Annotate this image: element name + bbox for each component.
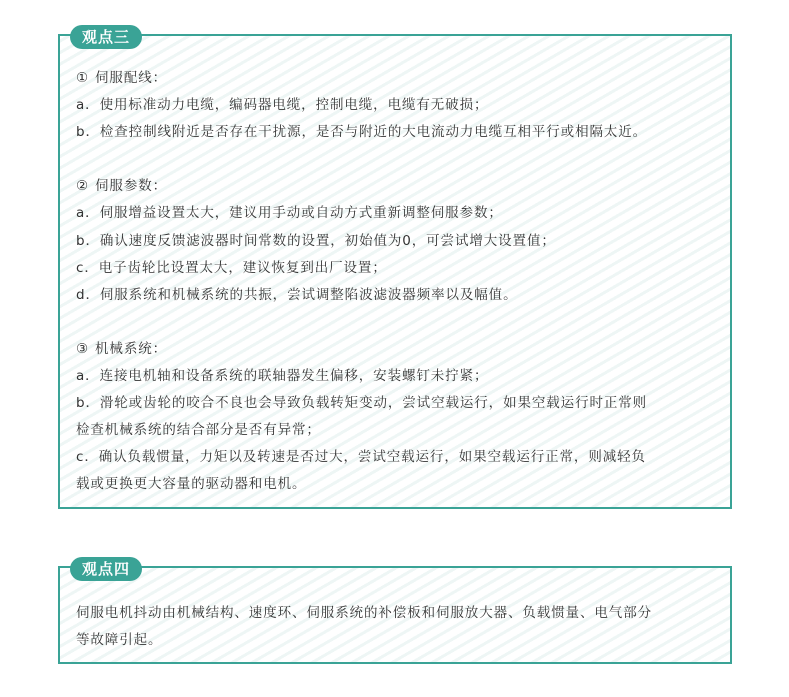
spacer <box>76 146 716 173</box>
viewpoint-four-card <box>58 560 732 664</box>
list-item: d．伺服系统和机械系统的共振，尝试调整陷波滤波器频率以及幅值。 <box>76 286 518 303</box>
list-item: a．使用标准动力电缆，编码器电缆，控制电缆，电缆有无破损； <box>76 97 489 114</box>
viewpoint-three-tag: 观点三 <box>70 25 142 49</box>
list-item-continuation: 检查机械系统的结合部分是否有异常； <box>76 422 321 439</box>
viewpoint-three-card <box>58 28 732 509</box>
viewpoint-four-tag: 观点四 <box>70 557 142 581</box>
group-title: 机械系统： <box>95 340 168 357</box>
group-title: 伺服配线： <box>95 70 168 86</box>
list-item: b．确认速度反馈滤波器时间常数的设置，初始值为0，可尝试增大设置值； <box>76 232 556 249</box>
paragraph-line: 等故障引起。 <box>76 632 163 649</box>
list-item: b．滑轮或齿轮的咬合不良也会导致负载转矩变动，尝试空载运行，如果空载运行时正常则 <box>76 395 648 412</box>
group-number: ③ <box>76 340 90 357</box>
list-item: c．电子齿轮比设置太大，建议恢复到出厂设置； <box>76 259 387 276</box>
viewpoint-four-content <box>76 600 716 654</box>
group-heading-servo-parameters <box>76 173 716 200</box>
list-item: a．连接电机轴和设备系统的联轴器发生偏移，安装螺钉未拧紧； <box>76 368 489 385</box>
list-item: b．检查控制线附近是否存在干扰源，是否与附近的大电流动力电缆互相平行或相隔太近。 <box>76 124 648 141</box>
paragraph-line: 伺服电机抖动由机械结构、速度环、伺服系统的补偿板和伺服放大器、负载惯量、电气部分 <box>76 605 652 621</box>
group-heading-mechanical-system <box>76 336 716 363</box>
group-title: 伺服参数： <box>95 178 168 195</box>
list-item-continuation: 载或更换更大容量的驱动器和电机。 <box>76 476 307 493</box>
spacer <box>76 309 716 336</box>
list-item: c．确认负载惯量，力矩以及转速是否过大，尝试空载运行，如果空载运行正常，则减轻负 <box>76 449 646 466</box>
viewpoint-three-content <box>76 65 716 499</box>
group-heading-servo-wiring <box>76 65 716 92</box>
group-number: ① <box>76 70 90 86</box>
list-item: a．伺服增益设置太大，建议用手动或自动方式重新调整伺服参数； <box>76 205 503 222</box>
group-number: ② <box>76 178 90 195</box>
